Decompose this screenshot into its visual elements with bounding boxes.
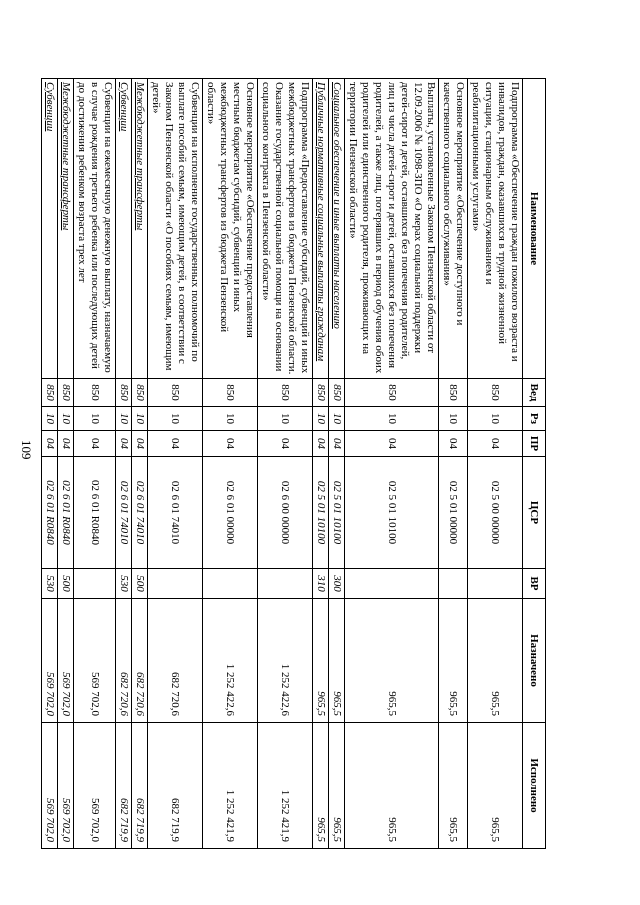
row-executed: 682 719,9 [148, 723, 203, 849]
row-assigned: 1 252 422,6 [203, 599, 258, 723]
row-ved: 850 [203, 379, 258, 407]
row-name: Субвенции на исполнение государственных полномочий по выплате пособий семьям, имеющим детей, в соответствии с Законом Пензенской области «О пособиях семьям, имеющим детей» [148, 79, 203, 379]
row-name: Субвенции [116, 79, 132, 379]
row-vr [74, 569, 116, 599]
row-vr [468, 569, 523, 599]
row-rz: 10 [203, 407, 258, 431]
table-row [203, 79, 258, 849]
column-header: ВР [523, 569, 546, 599]
row-assigned: 965,5 [439, 599, 468, 723]
row-pr: 04 [258, 431, 313, 457]
row-rz: 10 [132, 407, 148, 431]
column-header: Назначено [523, 599, 546, 723]
row-executed: 569 702,0 [74, 723, 116, 849]
table-row [148, 79, 203, 849]
row-rz: 10 [313, 407, 329, 431]
row-vr [148, 569, 203, 599]
column-header: ЦСР [523, 457, 546, 569]
table-row [439, 79, 468, 849]
row-name: Межбюджетные трансферты [132, 79, 148, 379]
row-vr: 530 [116, 569, 132, 599]
row-ved: 850 [329, 379, 345, 407]
row-name: Основное мероприятие «Обеспечение доступного и качественного социального обслуживания» [439, 79, 468, 379]
row-rz: 10 [329, 407, 345, 431]
row-csr: 02 6 01 R0840 [74, 457, 116, 569]
row-csr: 02 6 01 74010 [116, 457, 132, 569]
rotated-table-container [44, 78, 546, 848]
row-assigned: 965,5 [329, 599, 345, 723]
budget-table [41, 78, 546, 849]
column-header: ПР [523, 431, 546, 457]
row-rz: 10 [345, 407, 439, 431]
table-row [42, 79, 58, 849]
table-row [116, 79, 132, 849]
table-body [42, 79, 523, 849]
column-header: Рз [523, 407, 546, 431]
row-vr [203, 569, 258, 599]
row-assigned: 569 702,0 [74, 599, 116, 723]
row-vr [345, 569, 439, 599]
row-ved: 850 [42, 379, 58, 407]
table-row [132, 79, 148, 849]
row-pr: 04 [116, 431, 132, 457]
row-csr: 02 5 01 10100 [313, 457, 329, 569]
row-pr: 04 [345, 431, 439, 457]
row-assigned: 682 720,6 [116, 599, 132, 723]
row-rz: 10 [148, 407, 203, 431]
row-assigned: 569 702,0 [58, 599, 74, 723]
table-row [329, 79, 345, 849]
row-executed: 965,5 [313, 723, 329, 849]
row-assigned: 965,5 [468, 599, 523, 723]
row-rz: 10 [116, 407, 132, 431]
row-assigned: 682 720,6 [148, 599, 203, 723]
row-csr: 02 6 01 74010 [132, 457, 148, 569]
row-name: Межбюджетные трансферты [58, 79, 74, 379]
row-executed: 965,5 [345, 723, 439, 849]
row-executed: 569 702,0 [58, 723, 74, 849]
row-csr: 02 5 01 10100 [329, 457, 345, 569]
row-name: Подпрограмма «Обеспечение граждан пожилого возраста и инвалидов, граждан, оказавшихся в трудной жизненной ситуации, стационарным обслуживанием и реабилитационными услугами» [468, 79, 523, 379]
row-ved: 850 [74, 379, 116, 407]
row-ved: 850 [313, 379, 329, 407]
row-ved: 850 [148, 379, 203, 407]
table-row [345, 79, 439, 849]
row-csr: 02 6 01 74010 [148, 457, 203, 569]
row-assigned: 682 720,6 [132, 599, 148, 723]
row-pr: 04 [468, 431, 523, 457]
row-executed: 682 719,9 [132, 723, 148, 849]
row-pr: 04 [74, 431, 116, 457]
table-row [58, 79, 74, 849]
row-csr: 02 6 01 00000 [203, 457, 258, 569]
row-ved: 850 [258, 379, 313, 407]
row-pr: 04 [58, 431, 74, 457]
row-pr: 04 [148, 431, 203, 457]
row-vr: 500 [132, 569, 148, 599]
row-vr [439, 569, 468, 599]
table-row [468, 79, 523, 849]
row-pr: 04 [42, 431, 58, 457]
row-rz: 10 [58, 407, 74, 431]
row-rz: 10 [468, 407, 523, 431]
row-assigned: 965,5 [313, 599, 329, 723]
row-ved: 850 [116, 379, 132, 407]
row-csr: 02 6 01 R0840 [42, 457, 58, 569]
row-executed: 965,5 [439, 723, 468, 849]
row-csr: 02 5 01 00000 [439, 457, 468, 569]
row-executed: 1 252 421,9 [203, 723, 258, 849]
row-executed: 965,5 [468, 723, 523, 849]
column-header: Вед [523, 379, 546, 407]
column-header: Исполнено [523, 723, 546, 849]
row-name: Субвенции [42, 79, 58, 379]
row-assigned: 965,5 [345, 599, 439, 723]
table-row [313, 79, 329, 849]
row-name: Социальное обеспечение и иные выплаты населению [329, 79, 345, 379]
row-vr: 530 [42, 569, 58, 599]
row-pr: 04 [203, 431, 258, 457]
table-row [258, 79, 313, 849]
row-csr: 02 5 00 00000 [468, 457, 523, 569]
row-name: Публичные нормативные социальные выплаты гражданам [313, 79, 329, 379]
row-vr [258, 569, 313, 599]
row-executed: 682 719,9 [116, 723, 132, 849]
row-csr: 02 5 01 10100 [345, 457, 439, 569]
row-name: Выплаты, установленные Законом Пензенской области от 12.09.2006 № 1098-ЗПО «О мерах социальной поддержки детей-сирот и детей, оставшихся без попечения родителей, лиц из числа детей-сирот и детей, оставшихся без попечения родителей, а также лиц, потерявших в период обучения обоих родителей или единственного родителя, проживающих на территории Пензенской области» [345, 79, 439, 379]
row-executed: 965,5 [329, 723, 345, 849]
row-name: Субвенции на ежемесячную денежную выплату, назначаемую в случае рождения третьего ребенка или последующих детей до достижения ребенком возраста трех лет [74, 79, 116, 379]
row-vr: 300 [329, 569, 345, 599]
row-rz: 10 [74, 407, 116, 431]
row-assigned: 569 702,0 [42, 599, 58, 723]
row-executed: 569 702,0 [42, 723, 58, 849]
row-ved: 850 [439, 379, 468, 407]
column-header: Наименование [523, 79, 546, 379]
table-header-row [523, 79, 546, 849]
row-ved: 850 [58, 379, 74, 407]
table-row [74, 79, 116, 849]
row-ved: 850 [345, 379, 439, 407]
row-pr: 04 [313, 431, 329, 457]
row-name: Основное мероприятие «Обеспечение предоставления местным бюджетам субсидий, субвенций и иных межбюджетных трансфертов из бюджета Пензенской области» [203, 79, 258, 379]
row-executed: 1 252 421,9 [258, 723, 313, 849]
row-vr: 500 [58, 569, 74, 599]
row-assigned: 1 252 422,6 [258, 599, 313, 723]
row-csr: 02 6 00 00000 [258, 457, 313, 569]
row-csr: 02 6 01 R0840 [58, 457, 74, 569]
row-pr: 04 [329, 431, 345, 457]
row-name: Подпрограмма «Предоставление субсидий, субвенций и иных межбюджетных трансфертов из бюджета Пензенской области. Оказание государственной социальной помощи на основании социального контракта в Пензенской области» [258, 79, 313, 379]
row-rz: 10 [258, 407, 313, 431]
row-rz: 10 [439, 407, 468, 431]
row-ved: 850 [468, 379, 523, 407]
row-ved: 850 [132, 379, 148, 407]
row-rz: 10 [42, 407, 58, 431]
page-number: 109 [19, 440, 34, 460]
row-vr: 310 [313, 569, 329, 599]
row-pr: 04 [132, 431, 148, 457]
row-pr: 04 [439, 431, 468, 457]
